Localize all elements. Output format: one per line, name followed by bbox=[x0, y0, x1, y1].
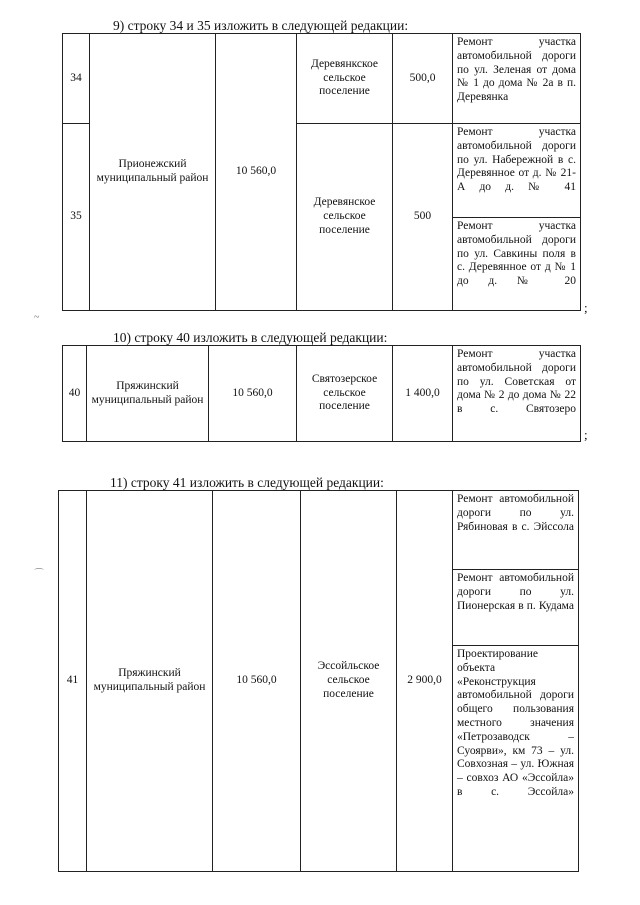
section-11-heading: 11) строку 41 изложить в следующей редакции: bbox=[110, 475, 384, 490]
work-description: Проектирование объекта «Реконструкция автомобильной дороги общего пользования местного значения «Петрозаводск – Суоярви», км 73 – ул. Совхозная – ул. Южная – совхоз АО «Эссойла» в с. Эссойла» bbox=[453, 646, 579, 872]
row-number-35: 35 bbox=[63, 124, 90, 311]
work-description: Ремонт участка автомобильной дороги по ул. Советская от дома № 2 до дома № 22 в с. Святозеро bbox=[453, 346, 581, 442]
row-number-41: 41 bbox=[59, 491, 87, 872]
settlement-cell: Эссойльское сельское поселение bbox=[301, 491, 397, 872]
row-number-34: 34 bbox=[63, 34, 90, 124]
work-description: Ремонт автомобильной дороги по ул. Пионерская в п. Кудама bbox=[453, 570, 579, 646]
scan-mark: ~ bbox=[34, 312, 40, 323]
municipality-cell: Пряжинский муниципальный район bbox=[87, 491, 213, 872]
municipality-cell: Пряжинский муниципальный район bbox=[87, 346, 209, 442]
sum-cell: 1 400,0 bbox=[393, 346, 453, 442]
amount-cell: 10 560,0 bbox=[209, 346, 297, 442]
scan-mark: ⌒ bbox=[34, 569, 44, 580]
work-description: Ремонт участка автомобильной дороги по ул. Набережной в с. Деревянное от д. № 21-А до д. № 41 bbox=[453, 124, 581, 218]
settlement-cell: Деревянское сельское поселение bbox=[297, 124, 393, 311]
row-number-40: 40 bbox=[63, 346, 87, 442]
end-semicolon: ; bbox=[584, 300, 588, 315]
settlement-cell: Деревянкское сельское поселение bbox=[297, 34, 393, 124]
section-9-heading: 9) строку 34 и 35 изложить в следующей редакции: bbox=[113, 18, 409, 33]
municipality-cell: Прионежский муниципальный район bbox=[90, 34, 216, 311]
amount-cell: 10 560,0 bbox=[213, 491, 301, 872]
work-description: Ремонт автомобильной дороги по ул. Рябиновая в с. Эйссола bbox=[453, 491, 579, 570]
sum-cell: 500,0 bbox=[393, 34, 453, 124]
end-semicolon: ; bbox=[584, 427, 588, 442]
work-description: Ремонт участка автомобильной дороги по ул. Зеленая от дома № 1 до дома № 2а в п. Деревянка bbox=[453, 34, 581, 124]
settlement-cell: Святозерское сельское поселение bbox=[297, 346, 393, 442]
amount-cell: 10 560,0 bbox=[216, 34, 297, 311]
sum-cell: 500 bbox=[393, 124, 453, 311]
section-10-heading: 10) строку 40 изложить в следующей редакции: bbox=[113, 330, 388, 345]
table-rows-34-35 bbox=[62, 33, 581, 311]
table-row-40 bbox=[62, 345, 581, 442]
sum-cell: 2 900,0 bbox=[397, 491, 453, 872]
work-description: Ремонт участка автомобильной дороги по ул. Савкины поля в с. Деревянное от д № 1 до д. № 20 bbox=[453, 218, 581, 311]
table-row-41 bbox=[58, 490, 579, 872]
